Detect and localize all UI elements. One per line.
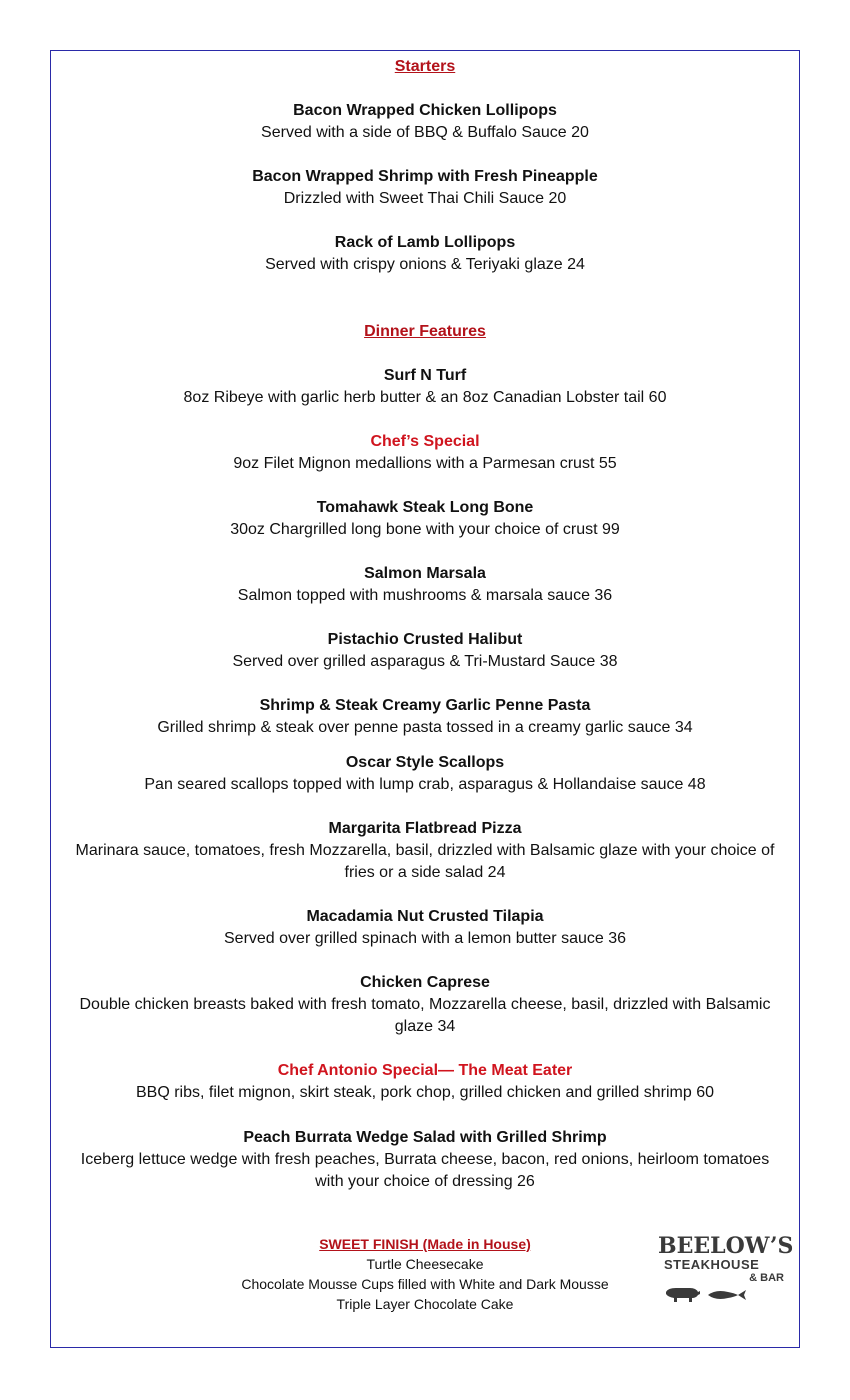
item-description: BBQ ribs, filet mignon, skirt steak, pork chop, grilled chicken and grilled shrimp 60 [135, 1084, 715, 1101]
menu-item [52, 695, 798, 739]
item-description: Served with crispy onions & Teriyaki glaze 24 [265, 256, 585, 273]
item-name: Rack of Lamb Lollipops [334, 234, 516, 251]
item-name: Shrimp & Steak Creamy Garlic Penne Pasta [259, 697, 591, 714]
item-description: Served over grilled asparagus & Tri-Mustard Sauce 38 [232, 653, 618, 670]
item-name: Surf N Turf [383, 367, 467, 384]
item-description: Pan seared scallops topped with lump crab, asparagus & Hollandaise sauce 48 [144, 776, 706, 793]
section-title-starters: Starters [394, 58, 456, 75]
pig-and-fish-icon [664, 1284, 748, 1304]
menu-item [52, 232, 798, 276]
item-name: Bacon Wrapped Chicken Lollipops [293, 102, 557, 119]
item-description: Salmon topped with mushrooms & marsala sauce 36 [237, 587, 613, 604]
dessert-item: Chocolate Mousse Cups filled with White and Dark Mousse [241, 1276, 609, 1292]
item-description: Iceberg lettuce wedge with fresh peaches, Burrata cheese, bacon, red onions, heirloom tomatoes [80, 1151, 770, 1168]
menu-item [52, 1060, 798, 1104]
menu-item [52, 752, 798, 796]
item-name: Salmon Marsala [364, 565, 486, 582]
item-description: 9oz Filet Mignon medallions with a Parmesan crust 55 [233, 455, 617, 472]
menu-item [52, 906, 798, 950]
item-description: Served with a side of BBQ & Buffalo Sauce 20 [261, 124, 589, 141]
logo-line1: BEELOW’S [658, 1233, 794, 1259]
menu-item [52, 497, 798, 541]
item-description: Double chicken breasts baked with fresh tomato, Mozzarella cheese, basil, drizzled with Balsamic [79, 996, 771, 1013]
menu-item [52, 431, 798, 475]
section-title-sweet: SWEET FINISH (Made in House) [319, 1236, 531, 1252]
section-title-dinner: Dinner Features [364, 323, 486, 340]
dessert-item: Turtle Cheesecake [366, 1256, 484, 1272]
menu-item [52, 563, 798, 607]
dinner-section [52, 321, 798, 343]
item-name: Oscar Style Scallops [345, 754, 505, 771]
item-description: Drizzled with Sweet Thai Chili Sauce 20 [283, 190, 567, 207]
item-name: Bacon Wrapped Shrimp with Fresh Pineapple [252, 168, 598, 185]
menu-item [52, 629, 798, 673]
logo-line3: & BAR [749, 1272, 784, 1284]
item-description-cont: with your choice of dressing 26 [315, 1173, 535, 1190]
item-description: 30oz Chargrilled long bone with your choice of crust 99 [230, 521, 620, 538]
item-description: 8oz Ribeye with garlic herb butter & an 8oz Canadian Lobster tail 60 [183, 389, 667, 406]
item-name: Peach Burrata Wedge Salad with Grilled Shrimp [243, 1129, 607, 1146]
menu-item [52, 1127, 798, 1193]
item-name: Tomahawk Steak Long Bone [316, 499, 534, 516]
dessert-item: Triple Layer Chocolate Cake [336, 1296, 514, 1312]
item-name: Margarita Flatbread Pizza [328, 820, 522, 837]
item-description: Marinara sauce, tomatoes, fresh Mozzarella, basil, drizzled with Balsamic glaze with your choice of [75, 842, 775, 859]
menu-item [52, 365, 798, 409]
restaurant-logo [658, 1233, 794, 1306]
menu-item [52, 166, 798, 210]
item-description: Served over grilled spinach with a lemon butter sauce 36 [224, 930, 626, 947]
item-description-cont: fries or a side salad 24 [344, 864, 506, 881]
menu-item [52, 818, 798, 884]
starters-section [52, 56, 798, 78]
item-name: Macadamia Nut Crusted Tilapia [306, 908, 544, 925]
item-name: Chef’s Special [370, 433, 480, 450]
item-description-cont: glaze 34 [394, 1018, 456, 1035]
item-name: Chicken Caprese [360, 974, 490, 991]
menu-item [52, 972, 798, 1038]
menu-item [52, 100, 798, 144]
item-name: Chef Antonio Special— The Meat Eater [277, 1062, 573, 1079]
item-name: Pistachio Crusted Halibut [327, 631, 523, 648]
item-description: Grilled shrimp & steak over penne pasta tossed in a creamy garlic sauce 34 [157, 719, 693, 736]
logo-line2: STEAKHOUSE [664, 1257, 760, 1272]
sweet-finish-section [200, 1234, 650, 1314]
